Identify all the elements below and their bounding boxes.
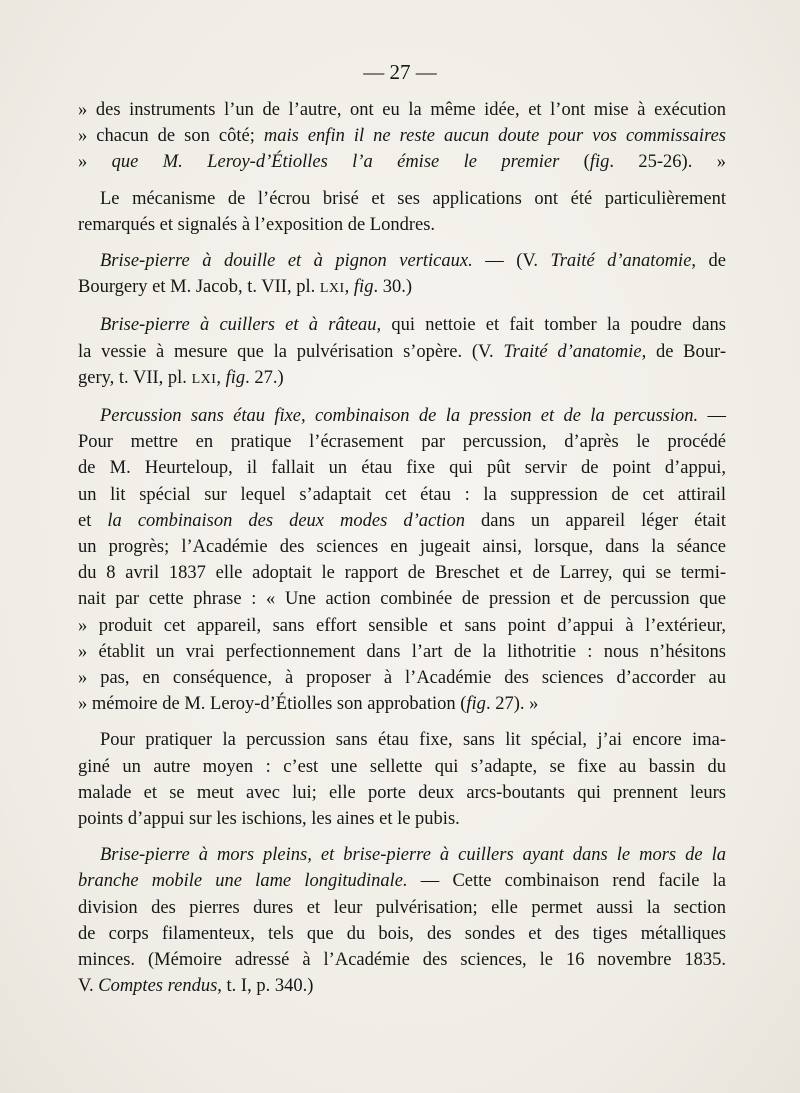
text-line [78, 508, 726, 534]
text-run: , t. I, p. 340.) [217, 976, 314, 997]
italic-text: Percussion sans étau fixe, combinaison de la pression et de la percussion. [100, 406, 699, 427]
text-line [78, 248, 726, 274]
text-line [78, 365, 726, 393]
text-run: giné un autre moyen : c’est une sellette qui s’adapte, se fixe au bassin du [78, 756, 726, 777]
text-line [78, 947, 726, 973]
text-run: » établit un vrai perfectionnement dans l’art de la lithotritie : nous n’hésitons [78, 641, 726, 662]
text-run: un lit spécial sur lequel s’adaptait cet étau : la suppression de cet attirail [78, 484, 726, 505]
italic-text: Brise-pierre à douille et à pignon verticaux. [100, 251, 473, 272]
italic-text: fig [225, 367, 246, 388]
text-run: du 8 avril 1837 elle adoptait le rapport de Breschet et de Larrey, qui se termi- [78, 563, 726, 584]
text-run: Pour pratiquer la percussion sans étau fixe, sans lit spécial, j’ai encore ima- [100, 730, 726, 751]
text-run: de corps filamenteux, tels que du bois, des sondes et des tiges métalliques [78, 923, 726, 944]
paragraph [78, 727, 726, 832]
text-body [78, 97, 726, 1000]
text-run: . 30.) [373, 277, 412, 298]
text-line [78, 895, 726, 921]
text-line [78, 691, 726, 717]
text-run: Pour mettre en pratique l’écrasement par percussion, d’après le procédé [78, 432, 726, 453]
text-run: malade et se meut avec lui; elle porte deux arcs-boutants qui prennent leurs [78, 782, 726, 803]
text-line [78, 312, 726, 338]
text-line [78, 455, 726, 481]
text-line [78, 339, 726, 365]
text-run: remarqués et signalés à l’exposition de Londres. [78, 214, 436, 235]
text-run: points d’appui sur les ischions, les aines et le pubis. [78, 809, 460, 830]
text-line [78, 780, 726, 806]
text-line [78, 806, 726, 832]
paragraph [78, 312, 726, 393]
text-line [78, 274, 726, 302]
text-line [78, 212, 726, 238]
paragraph [78, 97, 726, 176]
text-line [78, 534, 726, 560]
text-run: , [216, 367, 226, 388]
italic-text: Traité d’anatomie [503, 341, 642, 362]
text-run: — [698, 406, 727, 427]
text-run: un progrès; l’Académie des sciences en jugeait ainsi, lorsque, dans la séance [78, 537, 726, 558]
text-line [78, 754, 726, 780]
text-run: » [78, 152, 112, 173]
italic-text: fig [589, 152, 610, 173]
text-run: » pas, en conséquence, à proposer à l’Académie des sciences d’accorder au [78, 668, 726, 689]
text-run: . 25-26). » [609, 152, 726, 173]
text-run: , qui nettoie et fait tomber la poudre dans [376, 315, 726, 336]
text-run: la vessie à mesure que la pulvérisation s’opère. (V. [78, 341, 504, 362]
text-line [78, 921, 726, 947]
italic-text: mais enfin il ne reste aucun doute pour vos commissaires [263, 126, 726, 147]
text-run: » chacun de son côté; [78, 126, 264, 147]
paragraph [78, 842, 726, 999]
text-run: de M. Heurteloup, il fallait un étau fixe qui pût servir de point d’appui, [78, 458, 726, 479]
italic-text: fig [466, 694, 486, 715]
text-run: nait par cette phrase : « Une action combinée de pression et de percussion que [78, 589, 726, 610]
text-run: » mémoire de M. Leroy-d’Étiolles son approbation ( [78, 694, 467, 715]
text-run: Le mécanisme de l’écrou brisé et ses applications ont été particulièrement [100, 188, 726, 209]
text-run: V. [78, 976, 99, 997]
text-run: division des pierres dures et leur pulvérisation; elle permet aussi la section [78, 897, 726, 918]
paragraph [78, 248, 726, 302]
text-line [78, 727, 726, 753]
text-line [78, 973, 726, 999]
italic-text: Traité d’anatomie [550, 251, 692, 272]
text-run: , de Bour- [641, 341, 726, 362]
italic-text: que M. Leroy-d’Étiolles l’a émise le premier [111, 152, 560, 173]
text-run: » des instruments l’un de l’autre, ont eu la même idée, et l’ont mise à exécution [78, 100, 726, 120]
text-run: , de [691, 251, 726, 272]
paragraph [78, 186, 726, 238]
text-line [78, 123, 726, 149]
small-caps-text: LXI [319, 281, 345, 297]
small-caps-text: LXI [191, 371, 217, 387]
text-run: dans un appareil léger était [465, 510, 726, 531]
text-run: Bourgery et M. Jacob, t. VII, pl. [78, 277, 320, 298]
text-run: — (V. [472, 251, 551, 272]
italic-text: branche mobile une lame longitudinale. [78, 871, 408, 892]
text-line [78, 429, 726, 455]
text-line [78, 586, 726, 612]
text-run: gery, t. VII, pl. [78, 367, 192, 388]
paragraph [78, 403, 726, 717]
italic-text: Comptes rendus [98, 976, 218, 997]
text-run: » produit cet appareil, sans effort sensible et sans point d’appui à l’extérieur, [78, 615, 726, 636]
italic-text: Brise-pierre à cuillers et à râteau [100, 315, 377, 336]
text-run: et [78, 510, 108, 531]
text-line [78, 639, 726, 665]
italic-text: fig [353, 277, 374, 298]
text-run: , [344, 277, 354, 298]
text-line [78, 842, 726, 868]
text-line [78, 97, 726, 123]
text-run: minces. (Mémoire adressé à l’Académie des sciences, le 16 novembre 1835. [78, 950, 726, 971]
text-line [78, 149, 726, 175]
text-line [78, 613, 726, 639]
text-run: ( [559, 152, 590, 173]
italic-text: Brise-pierre à mors pleins, et brise-pierre à cuillers ayant dans le mors de la [100, 845, 726, 866]
text-line [78, 403, 726, 429]
page-number: — 27 — [363, 60, 437, 84]
text-line [78, 560, 726, 586]
italic-text: la combinaison des deux modes d’action [107, 510, 466, 531]
text-line [78, 186, 726, 212]
text-line [78, 482, 726, 508]
text-run: . 27). » [485, 694, 539, 715]
text-line [78, 665, 726, 691]
text-run: — Cette combinaison rend facile la [407, 871, 726, 892]
text-line [78, 868, 726, 894]
text-run: . 27.) [245, 367, 284, 388]
